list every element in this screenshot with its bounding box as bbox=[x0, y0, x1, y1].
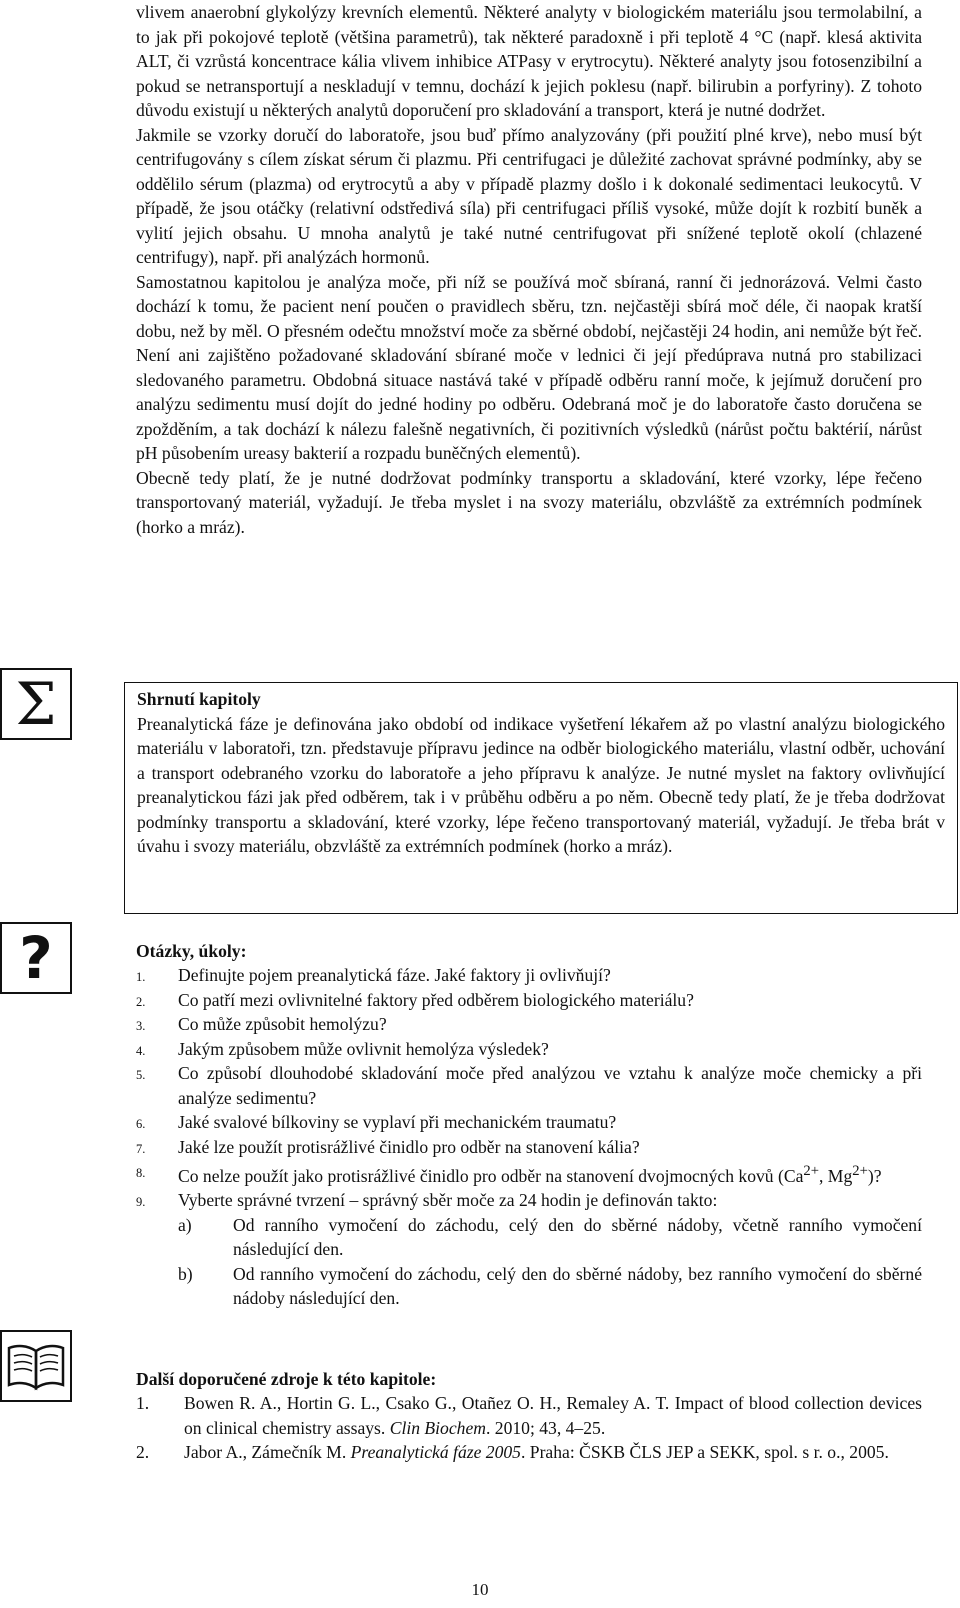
summary-text: Preanalytická fáze je definována jako období od indikace vyšetření lékařem až po vlastní analýzu biologického materiálu v laboratoři, tzn. představuje přípravu jedince na odběr biologického materiálu, vlastní odběr, uchování a transport odebraného vzorku do laboratoře a jeho přípravu k analýze. Je nutné myslet na faktory ovlivňující preanalytickou fázi jak před odběrem, tak i v průběhu odběru a po něm. Obecně tedy platí, že je třeba dodržovat podmínky transportu a skladování, které vzorky, lépe řečeno transportovaný materiál, vyžadují. Je třeba brát v úvahu i svozy materiálu, obzvláště za extrémních podmínek (horko a mráz). bbox=[137, 713, 945, 856]
answer-option-b: b) Od ranního vymočení do záchodu, celý den do sběrné nádoby, bez ranního vymočení do sběrné nádoby následující den. bbox=[178, 1263, 922, 1309]
summary-title: Shrnutí kapitoly bbox=[137, 689, 261, 709]
question-item: 6. Jaké svalové bílkoviny se vyplaví při mechanickém traumatu? bbox=[136, 1112, 617, 1132]
question-item: 3. Co může způsobit hemolýzu? bbox=[136, 1014, 387, 1034]
question-item: 9. Vyberte správné tvrzení – správný sběr moče za 24 hodin je definován takto: a) Od ranního vymočení do záchodu, celý den do sběrné nádoby, včetně ranního vymočení následující den. b) Od ranního vymočení do záchodu, celý den do sběrné nádoby, bez ranního vymočení do sběrné nádoby následující den. bbox=[136, 1188, 922, 1311]
references-title: Další doporučené zdroje k této kapitole: bbox=[136, 1369, 437, 1389]
body-paragraph: vlivem anaerobní glykolýzy krevních elementů. Některé analyty v biologickém materiálu jsou termolabilní, a to jak při pokojové teplotě (většina parametrů), tak některé paradoxně i při teplotě 4 °C (např. klesá aktivita ALT, či vzrůstá koncentrace kália vlivem inhibice ATPasy v erytrocytu). Některé analyty jsou fotosenzibilní a pokud se netransportují a neskladují v temnu, dochází k jejich poklesu (např. bilirubin a porfyriny). Z tohoto důvodu existují u některých analytů doporučení pro skladování a transport, která je nutné dodržet. bbox=[136, 2, 922, 120]
question-item: 4. Jakým způsobem může ovlivnit hemolýza výsledek? bbox=[136, 1038, 549, 1059]
question-item: 1. Definujte pojem preanalytická fáze. Jaké faktory ji ovlivňují? bbox=[136, 965, 611, 985]
questions-title: Otázky, úkoly: bbox=[136, 941, 247, 961]
answer-options bbox=[178, 1213, 922, 1311]
body-text bbox=[136, 0, 922, 539]
question-item: 5. Co způsobí dlouhodobé skladování moče před analýzou ve vztahu k analýze moče chemicky a při analýze sedimentu? bbox=[136, 1063, 922, 1108]
reference-item: 1. Bowen R. A., Hortin G. L., Csako G., Otañez O. H., Remaley A. T. Impact of blood collection devices on clinical chemistry assays. Clin Biochem. 2010; 43, 4–25. bbox=[136, 1393, 922, 1438]
references-list bbox=[136, 1391, 922, 1465]
answer-option-a: a) Od ranního vymočení do záchodu, celý den do sběrné nádoby, včetně ranního vymočení následující den. bbox=[178, 1214, 922, 1260]
body-paragraph: Obecně tedy platí, že je nutné dodržovat podmínky transportu a skladování, které vzorky, lépe řečeno transportovaný materiál, vyžadují. Je třeba myslet i na svozy materiálu, obzvláště za extrémních podmínek (horko a mráz). bbox=[136, 467, 922, 537]
sigma-summary-icon: Σ bbox=[0, 668, 72, 740]
question-item: 7. Jaké lze použít protisrážlivé činidlo pro odběr na stanovení kália? bbox=[136, 1136, 640, 1157]
page-number: 10 bbox=[471, 1580, 489, 1599]
reference-item: 2. Jabor A., Zámečník M. Preanalytická fáze 2005. Praha: ČSKB ČLS JEP a SEKK, spol. s r. o., 2005. bbox=[136, 1442, 889, 1462]
question-item: 2. Co patří mezi ovlivnitelné faktory před odběrem biologického materiálu? bbox=[136, 989, 694, 1010]
book-icon bbox=[0, 1330, 72, 1402]
question-mark-icon: ? bbox=[0, 922, 72, 994]
questions-list bbox=[136, 963, 922, 1311]
body-paragraph: Samostatnou kapitolou je analýza moče, při níž se používá moč sbíraná, ranní či jednorázová. Velmi často dochází k tomu, že pacient není poučen o pravidlech sběru, tzn. nejčastěji sbírá moč déle, či naopak kratší dobu, než by měl. O přesném odečtu množství moče za sběrné období, nejčastěji 24 hodin, ani nemůže být řeč. Není ani zajištěno požadované skladování sbírané moče v lednici či její předúprava nutná pro stabilizaci sledovaného parametru. Obdobná situace nastává také v případě odběru ranní moče, k jejímuž doručení pro analýzu sedimentu musí dojít do jedné hodiny po odběru. Odebraná moč je do laboratoře často doručena se zpožděním, a tak dochází k nálezu falešně negativních, či pozitivních výsledků (nárůst počtu baktérií, nárůst pH působením ureasy bakterií a rozpadu buněčných elementů). bbox=[136, 271, 922, 463]
question-item: 8. Co nelze použít jako protisrážlivé činidlo pro odběr na stanovení dvojmocných kovů ($Ca^{2+}$, $Mg^{2+}$)? bbox=[136, 1163, 882, 1186]
body-paragraph: Jakmile se vzorky doručí do laboratoře, jsou buď přímo analyzovány (při použití plné krve), nebo musí být centrifugovány s cílem získat sérum či plazmu. Při centrifugaci je důležité zachovat správné podmínky, aby se oddělilo sérum (plazma) od erytrocytů a aby v případě plazmy došlo i k dokonalé sedimentaci leukocytů. V případě, že jsou otáčky (relativní odstředivá síla) při centrifugaci příliš vysoké, může dojít k rozbití buněk a vylití jejich obsahu. U mnoha analytů je také nutné centrifugovat při snížené teplotě okolí (chlazené centrifugy), např. při analýzách hormonů. bbox=[136, 124, 922, 267]
chapter-summary-box bbox=[124, 682, 958, 914]
